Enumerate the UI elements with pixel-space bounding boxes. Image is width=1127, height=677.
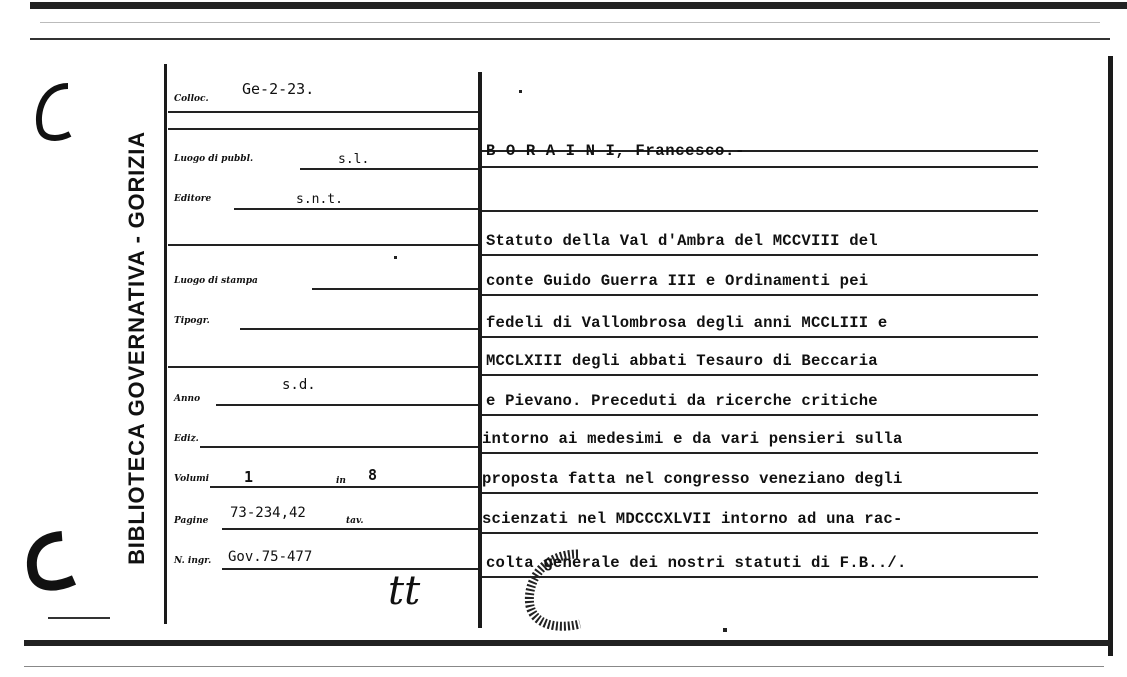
scan-dot-3 [723,628,727,632]
formato-value: 8 [368,466,378,484]
left-column-rule [164,64,167,624]
in-label: in [336,476,346,486]
rule-desc-8 [482,532,1038,534]
rule-desc-7 [482,492,1038,494]
volumi-label: Volumi [174,474,210,484]
pagine-value: 73-234,42 [230,505,306,521]
description-line: MCCLXIII degli abbati Tesauro di Beccaria [486,352,878,370]
rule-pagine [222,528,478,530]
author-heading: B O R A I N I, Francesco.- [486,142,745,160]
rule-blank-1 [168,244,478,246]
top-inner-rule [30,38,1110,40]
collocazione-value: Ge-2-23. [242,80,315,98]
bottom-border [24,640,1110,646]
rule-ediz [200,446,478,448]
center-column-rule [478,72,482,628]
rule-desc-2 [482,294,1038,296]
rule-luogo [300,168,478,170]
anno-label: Anno [174,394,201,404]
inv-value: Gov.75-477 [228,549,313,565]
rule-desc-1 [482,254,1038,256]
scan-dot-1 [519,90,522,93]
institution-label: BIBLIOTECA GOVERNATIVA - GORIZIA [124,131,149,565]
editore-label: Editore [174,194,212,204]
description-line: fedeli di Vallombrosa degli anni MCCLIII e [486,314,888,332]
description-line: intorno ai medesimi e da vari pensieri sulla [482,430,903,448]
rule-blank-3 [482,210,1038,212]
right-border [1108,56,1113,656]
rule-colloc-2 [168,128,478,130]
rule-desc-3 [482,336,1038,338]
description-line: scienzati nel MDCCCXLVII intorno ad una rac- [482,510,903,528]
rule-tipogr [240,328,478,330]
rule-author-2 [482,166,1038,168]
luogo-pubbl-label: Luogo di pubbl. [174,154,254,164]
description-line: proposta fatta nel congresso veneziano degli [482,470,903,488]
rule-desc-6 [482,452,1038,454]
tipogr-label: Tipogr. [174,316,210,326]
rule-anno [216,404,478,406]
editore-value: s.n.t. [296,192,343,207]
description-line: conte Guido Guerra III e Ordinamenti pei [486,272,869,290]
description-line: colta generale dei nostri statuti di F.B../. [486,554,907,572]
punch-hole-mark-bottom [22,528,84,596]
rule-desc-5 [482,414,1038,416]
punch-hole-mark-top [28,78,78,148]
handwritten-mark: tt [388,568,421,614]
rule-luogo-stampa [312,288,478,290]
rule-volumi [210,486,478,488]
bottom-left-stroke [48,617,110,619]
tavole-label: tav. [346,516,364,526]
rule-blank-2 [168,366,478,368]
ediz-label: Ediz. [174,434,199,444]
bottom-scan-noise [24,666,1104,667]
inv-label: N. ingr. [174,556,212,566]
rule-desc-9 [482,576,1038,578]
collocazione-label: Colloc. [174,94,209,104]
rule-desc-4 [482,374,1038,376]
pagine-label: Pagine [174,516,209,526]
volumi-value: 1 [244,468,254,486]
top-scan-noise [40,22,1100,23]
rule-editore [234,208,478,210]
anno-value: s.d. [282,377,316,393]
top-border [30,2,1127,9]
description-line: e Pievano. Preceduti da ricerche critiche [486,392,878,410]
luogo-stampa-label: Luogo di stampa [174,276,258,286]
luogo-pubbl-value: s.l. [338,152,370,167]
rule-inv [222,568,478,570]
scan-dot-2 [394,256,397,259]
rule-colloc [168,111,478,113]
description-line: Statuto della Val d'Ambra del MCCVIII del [486,232,878,250]
